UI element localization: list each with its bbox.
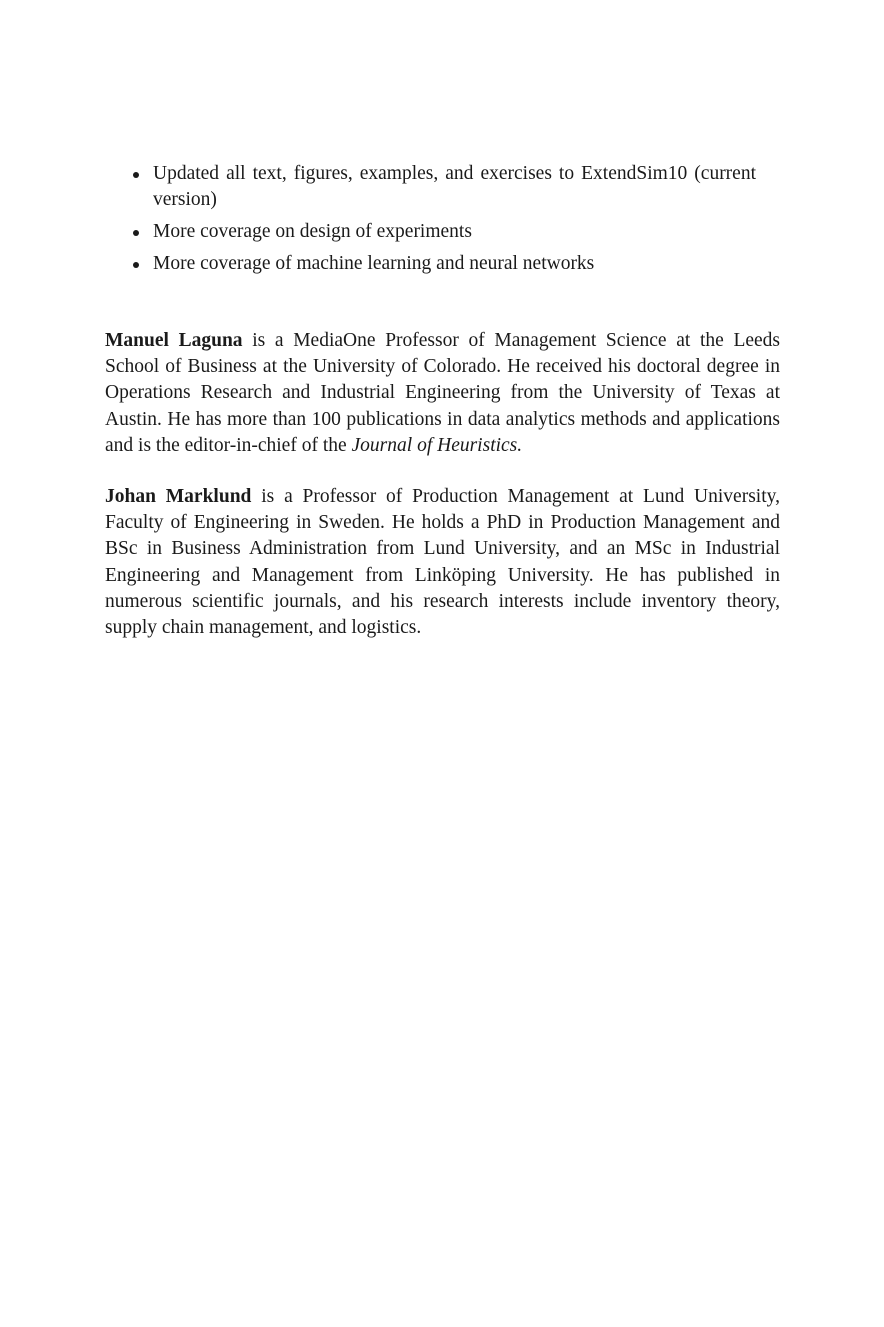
bullet-icon <box>133 172 139 178</box>
list-item-text: Updated all text, figures, examples, and exercises to ExtendSim10 (current version) <box>153 163 756 210</box>
new-edition-features-list <box>105 161 756 283</box>
list-item <box>105 219 756 245</box>
journal-title: Journal of Heuristics. <box>351 434 523 456</box>
bullet-icon <box>133 262 139 268</box>
author-name: Johan Marklund <box>105 486 252 507</box>
author-bio-laguna <box>105 328 780 459</box>
author-bio-marklund <box>105 484 780 641</box>
list-item <box>105 251 756 277</box>
bio-text: is a MediaOne Professor of Management Science at the Leeds School of Business at the University of Colorado. He received his doctoral degree in Operations Research and Industrial Engineering from the University of Texas at Austin. He has more than 100 publications in data analytics methods and applications and is the editor-in-chief of the <box>105 330 781 456</box>
list-item-text: More coverage of machine learning and neural networks <box>153 253 595 274</box>
bullet-icon <box>133 230 139 236</box>
author-name: Manuel Laguna <box>105 330 243 351</box>
list-item <box>105 161 756 213</box>
list-item-text: More coverage on design of experiments <box>153 221 472 242</box>
bio-text: is a Professor of Production Management at Lund University, Faculty of Engineering in Sweden. He holds a PhD in Production Management and BSc in Business Administration from Lund University, and an MSc in Industrial Engineering and Management from Linköping University. He has published in numerous scientific journals, and his research interests include inventory theory, supply chain management, and logistics. <box>105 486 780 639</box>
